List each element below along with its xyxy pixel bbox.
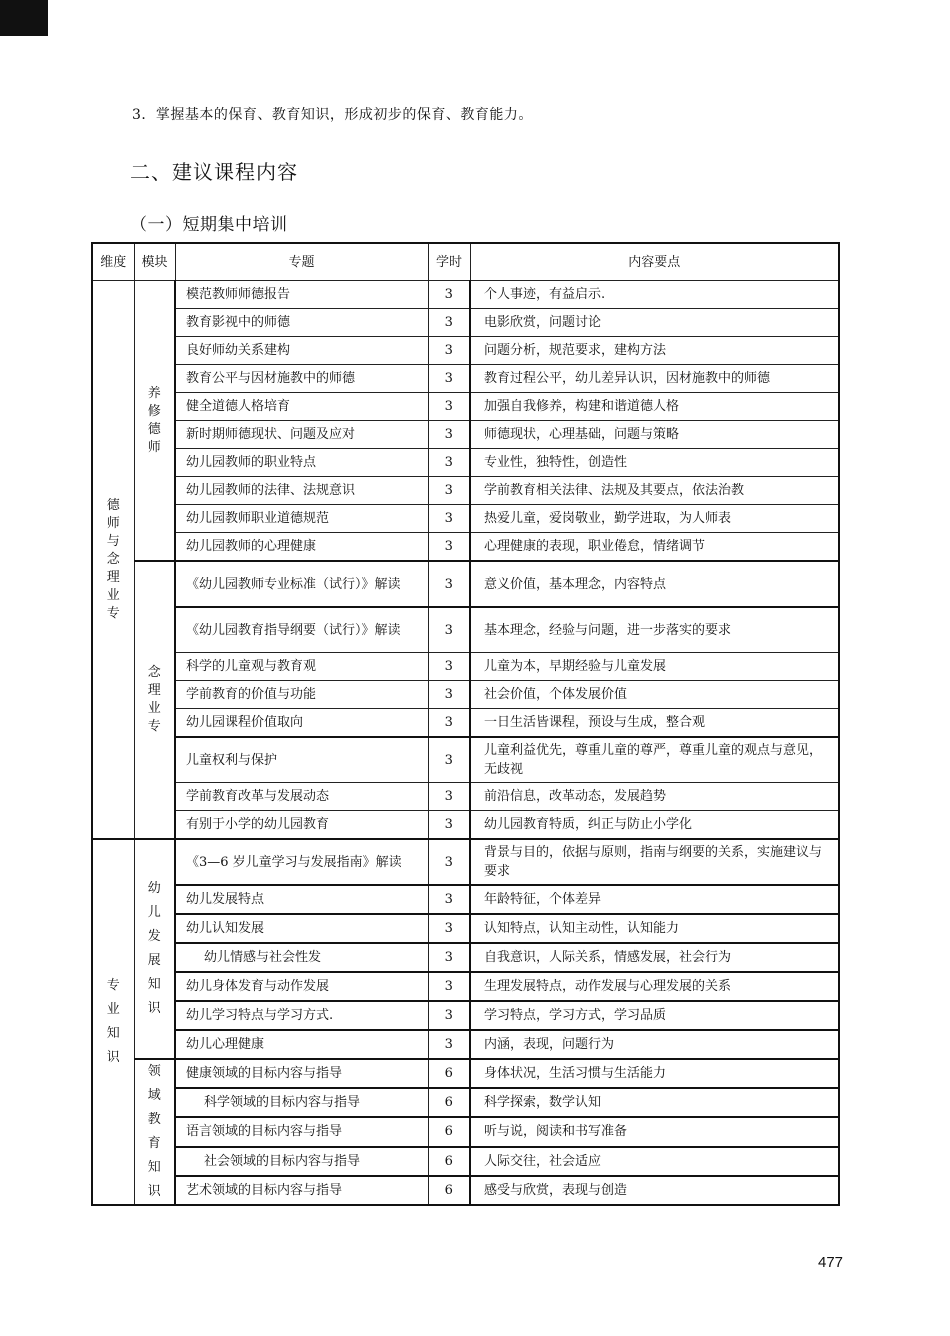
topic-cell: 学前教育的价值与功能 bbox=[175, 681, 428, 709]
table-row bbox=[92, 914, 839, 943]
hours-cell: 3 bbox=[428, 309, 470, 337]
topic-cell: 幼儿园教师的法律、法规意识 bbox=[175, 477, 428, 505]
table-row bbox=[92, 281, 839, 309]
table-row bbox=[92, 393, 839, 421]
topic-cell: 幼儿园教师职业道德规范 bbox=[175, 505, 428, 533]
topic-cell: 幼儿情感与社会性发 bbox=[175, 943, 428, 972]
hours-cell: 3 bbox=[428, 783, 470, 811]
content-cell: 专业性，独特性，创造性 bbox=[470, 449, 839, 477]
table-row bbox=[92, 709, 839, 738]
content-cell: 师德现状，心理基础，问题与策略 bbox=[470, 421, 839, 449]
topic-cell: 《幼儿园教育指导纲要（试行）》解读 bbox=[175, 607, 428, 653]
course-table bbox=[91, 242, 840, 1206]
topic-cell: 科学领域的目标内容与指导 bbox=[175, 1088, 428, 1117]
hours-cell: 3 bbox=[428, 1001, 470, 1030]
topic-cell: 教育影视中的师德 bbox=[175, 309, 428, 337]
content-cell: 学前教育相关法律、法规及其要点，依法治教 bbox=[470, 477, 839, 505]
content-cell: 科学探索，数学认知 bbox=[470, 1088, 839, 1117]
content-cell: 基本理念，经验与问题，进一步落实的要求 bbox=[470, 607, 839, 653]
topic-cell: 学前教育改革与发展动态 bbox=[175, 783, 428, 811]
topic-cell: 《幼儿园教师专业标准（试行）》解读 bbox=[175, 561, 428, 607]
header-content: 内容要点 bbox=[470, 243, 839, 281]
content-cell: 生理发展特点，动作发展与心理发展的关系 bbox=[470, 972, 839, 1001]
table-row bbox=[92, 309, 839, 337]
table-row bbox=[92, 449, 839, 477]
table-row bbox=[92, 839, 839, 885]
hours-cell: 3 bbox=[428, 972, 470, 1001]
hours-cell: 3 bbox=[428, 811, 470, 840]
header-topic: 专题 bbox=[175, 243, 428, 281]
content-cell: 年龄特征，个体差异 bbox=[470, 885, 839, 914]
table-row bbox=[92, 1030, 839, 1059]
table-row bbox=[92, 561, 839, 607]
hours-cell: 3 bbox=[428, 421, 470, 449]
corner-mark bbox=[0, 0, 48, 36]
topic-cell: 新时期师德现状、问题及应对 bbox=[175, 421, 428, 449]
table-row bbox=[92, 885, 839, 914]
content-cell: 自我意识，人际关系，情感发展，社会行为 bbox=[470, 943, 839, 972]
hours-cell: 3 bbox=[428, 365, 470, 393]
topic-cell: 模范教师师德报告 bbox=[175, 281, 428, 309]
topic-cell: 儿童权利与保护 bbox=[175, 737, 428, 783]
table-row bbox=[92, 943, 839, 972]
intro-item: 3．掌握基本的保育、教育知识，形成初步的保育、教育能力。 bbox=[132, 107, 533, 123]
module-cell bbox=[134, 839, 175, 1059]
content-cell: 意义价值，基本理念，内容特点 bbox=[470, 561, 839, 607]
table-row bbox=[92, 1088, 839, 1117]
table-row bbox=[92, 421, 839, 449]
content-cell: 电影欣赏，问题讨论 bbox=[470, 309, 839, 337]
topic-cell: 《3—6 岁儿童学习与发展指南》解读 bbox=[175, 839, 428, 885]
hours-cell: 3 bbox=[428, 681, 470, 709]
topic-cell: 健康领域的目标内容与指导 bbox=[175, 1059, 428, 1088]
topic-cell: 有别于小学的幼儿园教育 bbox=[175, 811, 428, 840]
hours-cell: 3 bbox=[428, 653, 470, 681]
hours-cell: 3 bbox=[428, 737, 470, 783]
hours-cell: 6 bbox=[428, 1088, 470, 1117]
content-cell: 教育过程公平，幼儿差异认识，因材施教中的师德 bbox=[470, 365, 839, 393]
hours-cell: 6 bbox=[428, 1176, 470, 1205]
header-hours: 学时 bbox=[428, 243, 470, 281]
topic-cell: 语言领域的目标内容与指导 bbox=[175, 1117, 428, 1146]
module-cell bbox=[134, 561, 175, 839]
topic-cell: 社会领域的目标内容与指导 bbox=[175, 1147, 428, 1176]
table-row bbox=[92, 365, 839, 393]
content-cell: 儿童利益优先，尊重儿童的尊严，尊重儿童的观点与意见，无歧视 bbox=[470, 737, 839, 783]
header-module: 模块 bbox=[134, 243, 175, 281]
header-dimension: 维度 bbox=[92, 243, 134, 281]
content-cell: 社会价值，个体发展价值 bbox=[470, 681, 839, 709]
content-cell: 前沿信息，改革动态，发展趋势 bbox=[470, 783, 839, 811]
dimension-label: 专业知识 bbox=[106, 978, 120, 1065]
content-cell: 热爱儿童，爱岗敬业，勤学进取，为人师表 bbox=[470, 505, 839, 533]
module-cell bbox=[134, 1059, 175, 1205]
topic-cell: 幼儿发展特点 bbox=[175, 885, 428, 914]
module-label: 幼儿发展知识 bbox=[147, 881, 161, 1016]
subsection-heading: （一）短期集中培训 bbox=[130, 215, 288, 235]
hours-cell: 3 bbox=[428, 607, 470, 653]
topic-cell: 健全道德人格培育 bbox=[175, 393, 428, 421]
hours-cell: 3 bbox=[428, 839, 470, 885]
page-number: 477 bbox=[818, 1254, 844, 1271]
table-row bbox=[92, 1001, 839, 1030]
topic-cell: 教育公平与因材施教中的师德 bbox=[175, 365, 428, 393]
content-cell: 感受与欣赏，表现与创造 bbox=[470, 1176, 839, 1205]
table-row bbox=[92, 1117, 839, 1146]
hours-cell: 6 bbox=[428, 1147, 470, 1176]
hours-cell: 3 bbox=[428, 709, 470, 738]
hours-cell: 3 bbox=[428, 1030, 470, 1059]
hours-cell: 3 bbox=[428, 449, 470, 477]
hours-cell: 3 bbox=[428, 393, 470, 421]
topic-cell: 艺术领域的目标内容与指导 bbox=[175, 1176, 428, 1205]
topic-cell: 幼儿园课程价值取向 bbox=[175, 709, 428, 738]
content-cell: 认知特点，认知主动性，认知能力 bbox=[470, 914, 839, 943]
topic-cell: 幼儿身体发育与动作发展 bbox=[175, 972, 428, 1001]
content-cell: 听与说，阅读和书写准备 bbox=[470, 1117, 839, 1146]
table-row bbox=[92, 533, 839, 562]
topic-cell: 幼儿园教师的心理健康 bbox=[175, 533, 428, 562]
module-label: 念理业专 bbox=[147, 665, 161, 734]
topic-cell: 幼儿认知发展 bbox=[175, 914, 428, 943]
table-row bbox=[92, 653, 839, 681]
hours-cell: 3 bbox=[428, 281, 470, 309]
table-row bbox=[92, 607, 839, 653]
content-cell: 心理健康的表现，职业倦怠，情绪调节 bbox=[470, 533, 839, 562]
table-row bbox=[92, 681, 839, 709]
content-cell: 问题分析，规范要求，建构方法 bbox=[470, 337, 839, 365]
content-cell: 身体状况，生活习惯与生活能力 bbox=[470, 1059, 839, 1088]
hours-cell: 3 bbox=[428, 533, 470, 562]
dimension-cell bbox=[92, 281, 134, 840]
table-row bbox=[92, 1147, 839, 1176]
hours-cell: 3 bbox=[428, 561, 470, 607]
hours-cell: 3 bbox=[428, 505, 470, 533]
topic-cell: 科学的儿童观与教育观 bbox=[175, 653, 428, 681]
content-cell: 一日生活皆课程，预设与生成，整合观 bbox=[470, 709, 839, 738]
hours-cell: 6 bbox=[428, 1059, 470, 1088]
table-header-row bbox=[92, 243, 839, 281]
hours-cell: 3 bbox=[428, 943, 470, 972]
content-cell: 个人事迹，有益启示. bbox=[470, 281, 839, 309]
table-row bbox=[92, 337, 839, 365]
topic-cell: 幼儿学习特点与学习方式. bbox=[175, 1001, 428, 1030]
content-cell: 背景与目的，依据与原则，指南与纲要的关系，实施建议与要求 bbox=[470, 839, 839, 885]
table-row bbox=[92, 737, 839, 783]
content-cell: 学习特点，学习方式，学习品质 bbox=[470, 1001, 839, 1030]
module-cell bbox=[134, 281, 175, 562]
hours-cell: 3 bbox=[428, 337, 470, 365]
module-label: 领域教育知识 bbox=[147, 1064, 161, 1199]
module-label: 养修德师 bbox=[147, 385, 161, 455]
content-cell: 儿童为本，早期经验与儿童发展 bbox=[470, 653, 839, 681]
hours-cell: 6 bbox=[428, 1117, 470, 1146]
hours-cell: 3 bbox=[428, 914, 470, 943]
content-cell: 内涵，表现，问题行为 bbox=[470, 1030, 839, 1059]
hours-cell: 3 bbox=[428, 885, 470, 914]
dimension-cell bbox=[92, 839, 134, 1205]
content-cell: 人际交往，社会适应 bbox=[470, 1147, 839, 1176]
table-row bbox=[92, 972, 839, 1001]
table-row bbox=[92, 783, 839, 811]
topic-cell: 幼儿园教师的职业特点 bbox=[175, 449, 428, 477]
table-row bbox=[92, 1176, 839, 1205]
content-cell: 加强自我修养，构建和谐道德人格 bbox=[470, 393, 839, 421]
topic-cell: 幼儿心理健康 bbox=[175, 1030, 428, 1059]
table-row bbox=[92, 811, 839, 840]
hours-cell: 3 bbox=[428, 477, 470, 505]
content-cell: 幼儿园教育特质，纠正与防止小学化 bbox=[470, 811, 839, 840]
topic-cell: 良好师幼关系建构 bbox=[175, 337, 428, 365]
table-row bbox=[92, 505, 839, 533]
dimension-label: 德师与念理业专 bbox=[106, 497, 120, 621]
section-heading: 二、建议课程内容 bbox=[130, 160, 298, 184]
table-row bbox=[92, 1059, 839, 1088]
table-row bbox=[92, 477, 839, 505]
